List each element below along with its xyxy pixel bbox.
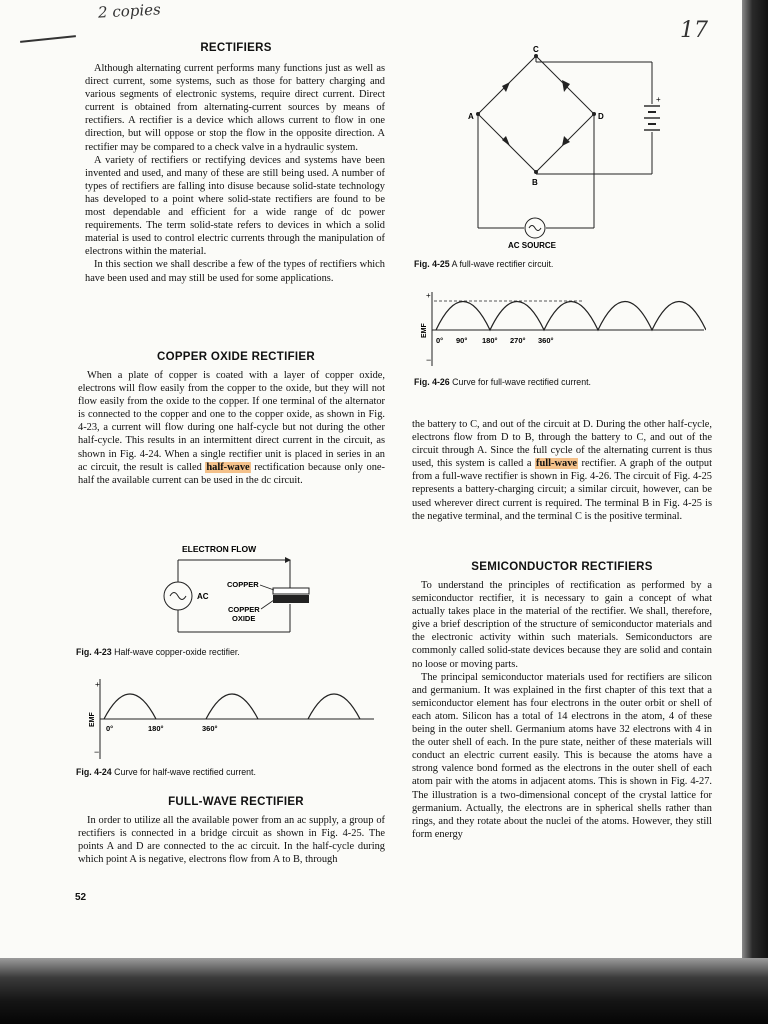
label-minus: − (426, 355, 432, 365)
text-run: rectification because only one-half the available current can be used in the dc circuit. (78, 461, 385, 486)
scan-edge-right (742, 0, 768, 1024)
right-text-full-wave (412, 418, 712, 523)
label-ac: AC (197, 592, 209, 601)
page-number: 52 (75, 892, 87, 903)
full-wave-pulses (436, 302, 706, 331)
label-copper: COPPER (227, 580, 259, 589)
tick-label: 180° (148, 724, 164, 733)
highlight-full-wave: full-wave (536, 458, 578, 470)
tick-label: 270° (510, 336, 526, 345)
handwritten-note: 2 copies (97, 0, 162, 22)
paragraph (78, 369, 385, 487)
fig-4-23-diagram (140, 540, 320, 642)
caption-number: Fig. 4-23 (76, 647, 112, 657)
tick-label: 360° (202, 724, 218, 733)
text-run: rectifier. A graph of the output from a full-wave rectifier is shown in Fig. 4-26. The circuit of Fig. 4-25 represents a battery-charging circuit; a similar circuit, however, can be used wherever direct current is required. The terminal B in Fig. 4-25 is the negative terminal, and the terminal C is the positive terminal. (412, 458, 712, 522)
text-run: When a plate of copper is coated with a layer of copper oxide, electrons will flow easily from the copper to the oxide, but they will not flow easily from the oxide to the copper. If one terminal of the alternator is connected to the copper and one to the copper oxide, as shown in Fig. 4-23, a current will flow during one half-cycle but not during the other half-cycle. This results in an intermittent direct current in the circuit, as shown in Fig. 4-24. When a single rectifier unit is placed in series in an ac circuit, the result is called (78, 370, 385, 473)
paragraph (412, 418, 712, 523)
node-label-d: D (598, 112, 604, 121)
paragraph: In this section we shall describe a few of the types of rectifiers which have been used and may still be used for some applications. (85, 259, 385, 284)
label-minus: − (94, 747, 100, 757)
left-text-intro (85, 62, 385, 285)
copper-oxide-layer (273, 595, 309, 603)
caption-number: Fig. 4-25 (414, 259, 450, 269)
left-text-full-wave (78, 814, 385, 866)
caption-fig-4-26 (414, 377, 591, 387)
paragraph: A variety of rectifiers or rectifying devices and systems have been invented and used, and many of these are still being used. A number of types of rectifiers are falling into disuse because solid-state technology has developed to a point where solid-state rectifiers are found to be most dependable and efficient for a wide range of dc power requirements. The term solid-state refers to devices in which a solid material is used to control electric currents through the manipulation of electrons within the material. (85, 154, 385, 258)
text-run: the battery to C, and out of the circuit at D. During the other half-cycle, electrons flow from D to B, through the battery to C, and out of the circuit through A. Since the full cycle of the alternating current is thus used, this system is called a (412, 419, 712, 470)
bridge-diamond (478, 56, 594, 172)
node-label-c: C (533, 45, 539, 54)
caption-fig-4-25 (414, 259, 553, 269)
battery-icon (644, 106, 660, 130)
caption-text: Half-wave copper-oxide rectifier. (114, 647, 240, 657)
axis-label-emf: EMF (89, 712, 96, 727)
heading-rectifiers: RECTIFIERS (200, 42, 272, 54)
heading-semiconductor: SEMICONDUCTOR RECTIFIERS (471, 561, 653, 573)
left-text-copper (78, 369, 385, 487)
pen-mark (20, 35, 76, 43)
sine-icon (529, 226, 541, 231)
leader-line (260, 585, 274, 590)
paragraph: In order to utilize all the available power from an ac supply, a group of rectifiers is connected in a bridge circuit as shown in Fig. 4-25. The points A and D are connected to the ac circuit. In the half-cycle during which point A is negative, electrons flow from A to B, through (78, 815, 385, 866)
paragraph: The principal semiconductor materials used for rectifiers are silicon and germanium. It was explained in the first chapter of this text that a semiconductor element has four electrons in the outer orbit or shell of each atom. Silicon has a total of 14 electrons in the atom, 4 of these being in the outer shell. Germanium atoms have 32 electrons with 4 in the outer shell of each. In the pure state, neither of these materials will conduct an electric current easily. This is because the atoms have a strong valence bond formed as the electrons in the outer shell of each atom pair with the atoms in adjacent atoms. This is shown in Fig. 4-27. The illustration is a two-dimensional concept of the crystal lattice for germanium. Actually, the electrons are in spherical shells rather than rings, and they rotate about the nuclei of the atoms. However, they still form energy (412, 671, 712, 840)
node-label-b: B (532, 178, 538, 187)
leader-line (261, 600, 274, 609)
node-label-a: A (468, 112, 474, 121)
sine-icon (170, 593, 186, 600)
label-plus: + (656, 95, 661, 104)
caption-fig-4-24 (76, 767, 256, 777)
fig-4-24-half-wave-curve (82, 675, 378, 763)
caption-text: A full-wave rectifier circuit. (451, 259, 554, 269)
label-plus: + (426, 291, 431, 300)
paragraph: To understand the principles of rectification as performed by a semiconductor rectifier, it is necessary to gain a concept of what actually takes place in the material of the rectifier. We shall, therefore, give a brief description of the structure of semiconductor materials and the electronic activity within such materials. Semiconductors are commonly called solid-state devices because they are solid and contain no loose or moving parts. (412, 580, 712, 670)
caption-number: Fig. 4-24 (76, 767, 112, 777)
scan-edge-bottom (0, 958, 768, 1024)
caption-text: Curve for half-wave rectified current. (114, 767, 256, 777)
fig-4-25-bridge-circuit (466, 42, 678, 254)
tick-label: 360° (538, 336, 554, 345)
label-electron-flow: ELECTRON FLOW (182, 544, 257, 554)
label-plus: + (95, 680, 100, 689)
caption-number: Fig. 4-26 (414, 377, 450, 387)
tick-label: 90° (456, 336, 468, 345)
diode-icon (502, 80, 570, 146)
label-copper-oxide: OXIDE (232, 614, 256, 623)
half-wave-pulses (104, 694, 360, 719)
tick-label: 0° (106, 724, 114, 733)
tick-label: 180° (482, 336, 498, 345)
label-copper-oxide: COPPER (228, 605, 260, 614)
axis-label-emf: EMF (421, 323, 428, 338)
caption-fig-4-23 (76, 647, 240, 657)
label-ac-source: AC SOURCE (508, 241, 557, 250)
handwritten-page-number: 17 (680, 18, 708, 43)
caption-text: Curve for full-wave rectified current. (452, 377, 591, 387)
heading-full-wave: FULL-WAVE RECTIFIER (168, 796, 304, 808)
fig-4-26-full-wave-curve (416, 288, 706, 370)
heading-copper-oxide: COPPER OXIDE RECTIFIER (156, 351, 316, 363)
copper-plate (273, 588, 309, 594)
tick-label: 0° (436, 336, 444, 345)
paragraph: Although alternating current performs many functions just as well as direct current, some systems, such as those for battery charging and various segments of electronic systems, require direct current. Direct current is obtained from alternating-current sources by means of rectifiers. A rectifier is a device which allows current to flow in one direction, but will oppose or stop the flow in the opposite direction. A rectifier may be compared to a check valve in a hydraulic system. (85, 63, 385, 153)
highlight-half-wave: half-wave (206, 461, 250, 473)
right-text-semiconductor (412, 579, 712, 841)
